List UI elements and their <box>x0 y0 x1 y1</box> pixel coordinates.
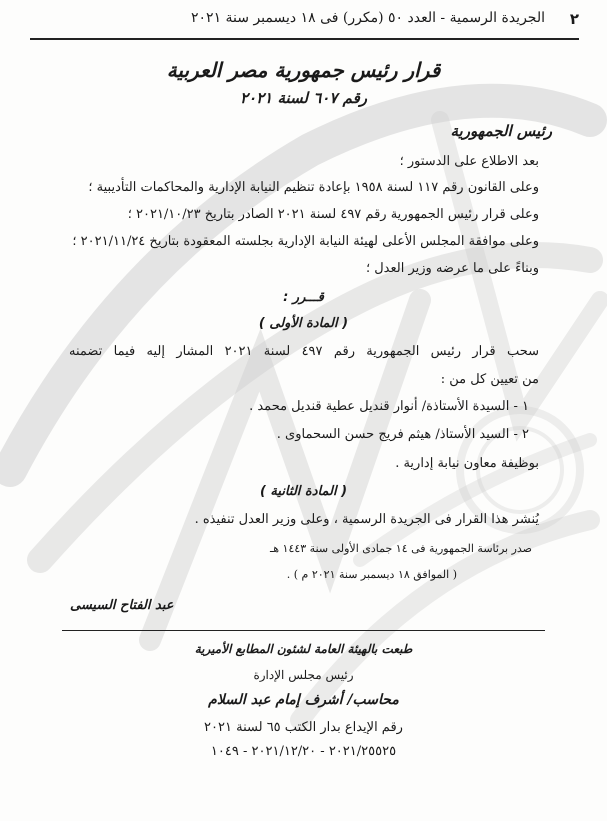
decree-title: قرار رئيس جمهورية مصر العربية <box>166 58 441 82</box>
footer-rule <box>62 630 545 631</box>
appointee-item: ١ - السيدة الأستاذة/ أنوار قنديل عطية قنديل محمد . <box>249 399 529 414</box>
signature: عبد الفتاح السيسى <box>70 598 174 613</box>
serial-number: ٢٠٢١/٢٥٥٢٥ - ٢٠٢١/١٢/٢٠ - ١٠٤٩ <box>210 744 397 759</box>
article1-heading: ( المادة الأولى ) <box>258 316 349 331</box>
chair-name: محاسب/ أشرف إمام عبد السلام <box>208 692 399 708</box>
decided-heading: قـــرر : <box>283 290 324 305</box>
article1-text: سحب قرار رئيس الجمهورية رقم ٤٩٧ لسنة ٢٠٢١ المشار إليه فيما تضمنه <box>69 344 540 359</box>
appointee-item: ٢ - السيد الأستاذ/ هيثم فريج حسن السحماوى . <box>276 427 529 442</box>
issued-date-line: ( الموافق ١٨ ديسمبر سنة ٢٠٢١ م ) . <box>286 568 457 581</box>
running-title: الجريدة الرسمية - العدد ٥٠ (مكرر) فى ١٨ ديسمبر سنة ٢٠٢١ <box>191 10 545 26</box>
preamble-line: وعلى قرار رئيس الجمهورية رقم ٤٩٧ لسنة ٢٠٢١ الصادر بتاريخ ٢٠٢١/١٠/٢٣ ؛ <box>127 207 539 222</box>
printer-line: طبعت بالهيئة العامة لشئون المطابع الأميرية <box>194 642 413 656</box>
header-rule <box>30 38 579 40</box>
preamble-line: وعلى موافقة المجلس الأعلى لهيئة النيابة الإدارية بجلسته المعقودة بتاريخ ٢٠٢١/١١/٢٤ ؛ <box>72 234 539 249</box>
position-line: بوظيفة معاون نيابة إدارية . <box>395 456 539 471</box>
article1-text-cont: من تعيين كل من : <box>440 372 539 387</box>
president-heading: رئيس الجمهورية <box>450 122 552 140</box>
preamble-line: بعد الاطلاع على الدستور ؛ <box>399 154 539 169</box>
article2-text: يُنشر هذا القرار فى الجريدة الرسمية ، وعلى وزير العدل تنفيذه . <box>194 512 539 527</box>
deposit-number: رقم الإيداع بدار الكتب ٦٥ لسنة ٢٠٢١ <box>204 720 403 735</box>
preamble-line: وبناءً على ما عرضه وزير العدل ؛ <box>365 261 539 276</box>
article2-heading: ( المادة الثانية ) <box>259 484 348 499</box>
preamble-line: وعلى القانون رقم ١١٧ لسنة ١٩٥٨ بإعادة تنظيم النيابة الإدارية والمحاكمات التأديبية ؛ <box>88 180 539 195</box>
issued-line: صدر برئاسة الجمهورية فى ١٤ جمادى الأولى سنة ١٤٤٣ هـ <box>270 542 532 555</box>
page-number: ٢ <box>569 10 579 28</box>
decree-number: رقم ٦٠٧ لسنة ٢٠٢١ <box>240 89 367 107</box>
chair-title: رئيس مجلس الإدارة <box>253 668 354 682</box>
